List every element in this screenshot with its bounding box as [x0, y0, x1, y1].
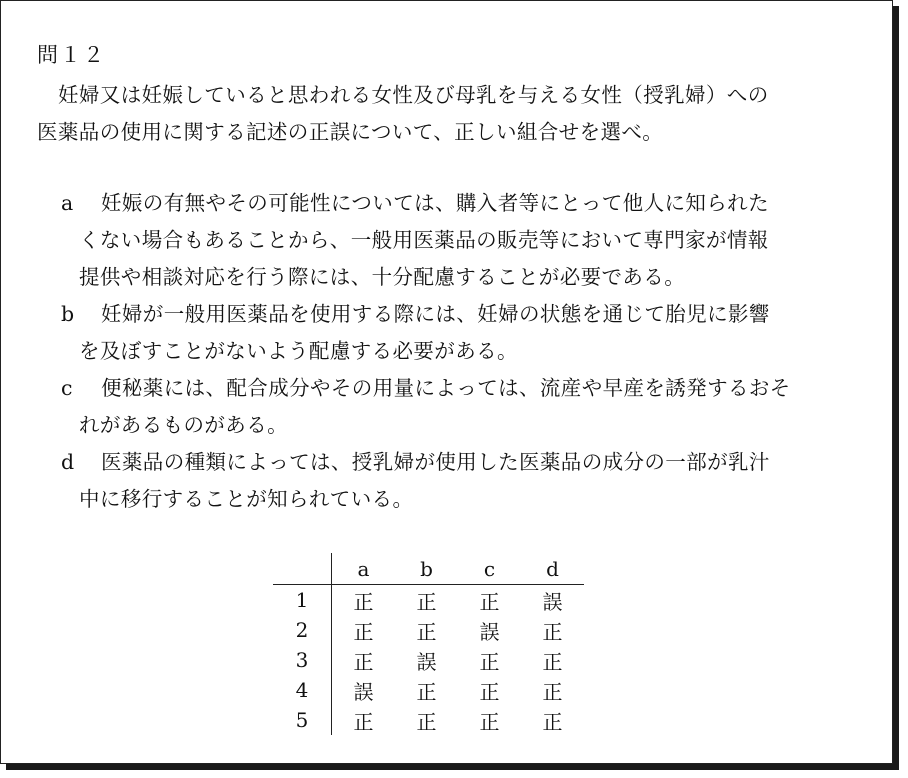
answer-cell: 正 — [542, 649, 563, 674]
answer-cell: 正 — [353, 709, 374, 734]
answer-cell: 誤 — [416, 649, 437, 674]
answer-table-corner — [273, 553, 332, 585]
answer-cell: 正 — [353, 589, 374, 614]
answer-cell: 正 — [416, 589, 437, 614]
answer-option-row — [273, 585, 584, 616]
option-number: 4 — [273, 675, 332, 705]
answer-cell: 誤 — [353, 679, 374, 704]
answer-cell: 正 — [353, 649, 374, 674]
statement-text — [79, 370, 841, 444]
answer-option-row — [273, 705, 584, 735]
statement-text — [79, 444, 841, 518]
option-number: 5 — [273, 705, 332, 735]
answer-cell: 正 — [479, 589, 500, 614]
statement-line: 妊婦が一般用医薬品を使用する際には、妊婦の状態を通じて胎児に影響 — [101, 302, 770, 326]
statement-label: b — [61, 302, 75, 326]
answer-table-header-row — [273, 553, 584, 585]
answer-cell: 正 — [416, 619, 437, 644]
statement-line: 妊娠の有無やその可能性については、購入者等にとって他人に知られた — [101, 191, 769, 215]
option-number: 2 — [273, 615, 332, 645]
answer-cell: 正 — [542, 679, 563, 704]
column-header-a: a — [332, 553, 396, 585]
statement-label: d — [61, 450, 75, 474]
answer-cell: 正 — [416, 709, 437, 734]
statement-b — [61, 296, 841, 370]
column-header-b: b — [395, 553, 458, 585]
statement-label: a — [61, 191, 74, 215]
answer-cell: 正 — [479, 709, 500, 734]
statement-line: 中に移行することが知られている。 — [79, 487, 414, 511]
column-header-d: d — [521, 553, 584, 585]
answer-table — [273, 553, 584, 735]
answer-cell: 正 — [353, 619, 374, 644]
question-number: 問１２ — [37, 43, 106, 67]
answer-option-row — [273, 675, 584, 705]
question-stem-line: 医薬品の使用に関する記述の正誤について、正しい組合せを選べ。 — [37, 120, 664, 144]
statement-d — [61, 444, 841, 518]
answer-cell: 正 — [542, 709, 563, 734]
answer-option-row — [273, 645, 584, 675]
statement-text — [79, 296, 841, 370]
statement-label: c — [61, 376, 73, 400]
statement-line: を及ぼすことがないよう配慮する必要がある。 — [79, 339, 518, 363]
question-stem-line: 妊婦又は妊娠していると思われる女性及び母乳を与える女性（授乳婦）への — [58, 83, 769, 107]
answer-cell: 正 — [479, 679, 500, 704]
statement-line: れがあるものがある。 — [79, 413, 288, 437]
question-stem — [37, 77, 837, 151]
column-header-c: c — [458, 553, 521, 585]
answer-cell: 正 — [416, 679, 437, 704]
statement-c — [61, 370, 841, 444]
statement-line: 便秘薬には、配合成分やその用量によっては、流産や早産を誘発するおそ — [101, 376, 791, 400]
answer-cell: 正 — [479, 649, 500, 674]
answer-cell: 誤 — [479, 619, 500, 644]
statement-list — [61, 185, 841, 518]
option-number: 3 — [273, 645, 332, 675]
statement-line: 医薬品の種類によっては、授乳婦が使用した医薬品の成分の一部が乳汁 — [101, 450, 770, 474]
statement-text — [79, 185, 841, 296]
answer-option-row — [273, 615, 584, 645]
statement-a — [61, 185, 841, 296]
answer-cell: 正 — [542, 619, 563, 644]
option-number: 1 — [273, 585, 332, 616]
statement-line: 提供や相談対応を行う際には、十分配慮することが必要である。 — [79, 265, 686, 289]
statement-line: くない場合もあることから、一般用医薬品の販売等において専門家が情報 — [79, 228, 769, 252]
answer-cell: 誤 — [542, 589, 563, 614]
